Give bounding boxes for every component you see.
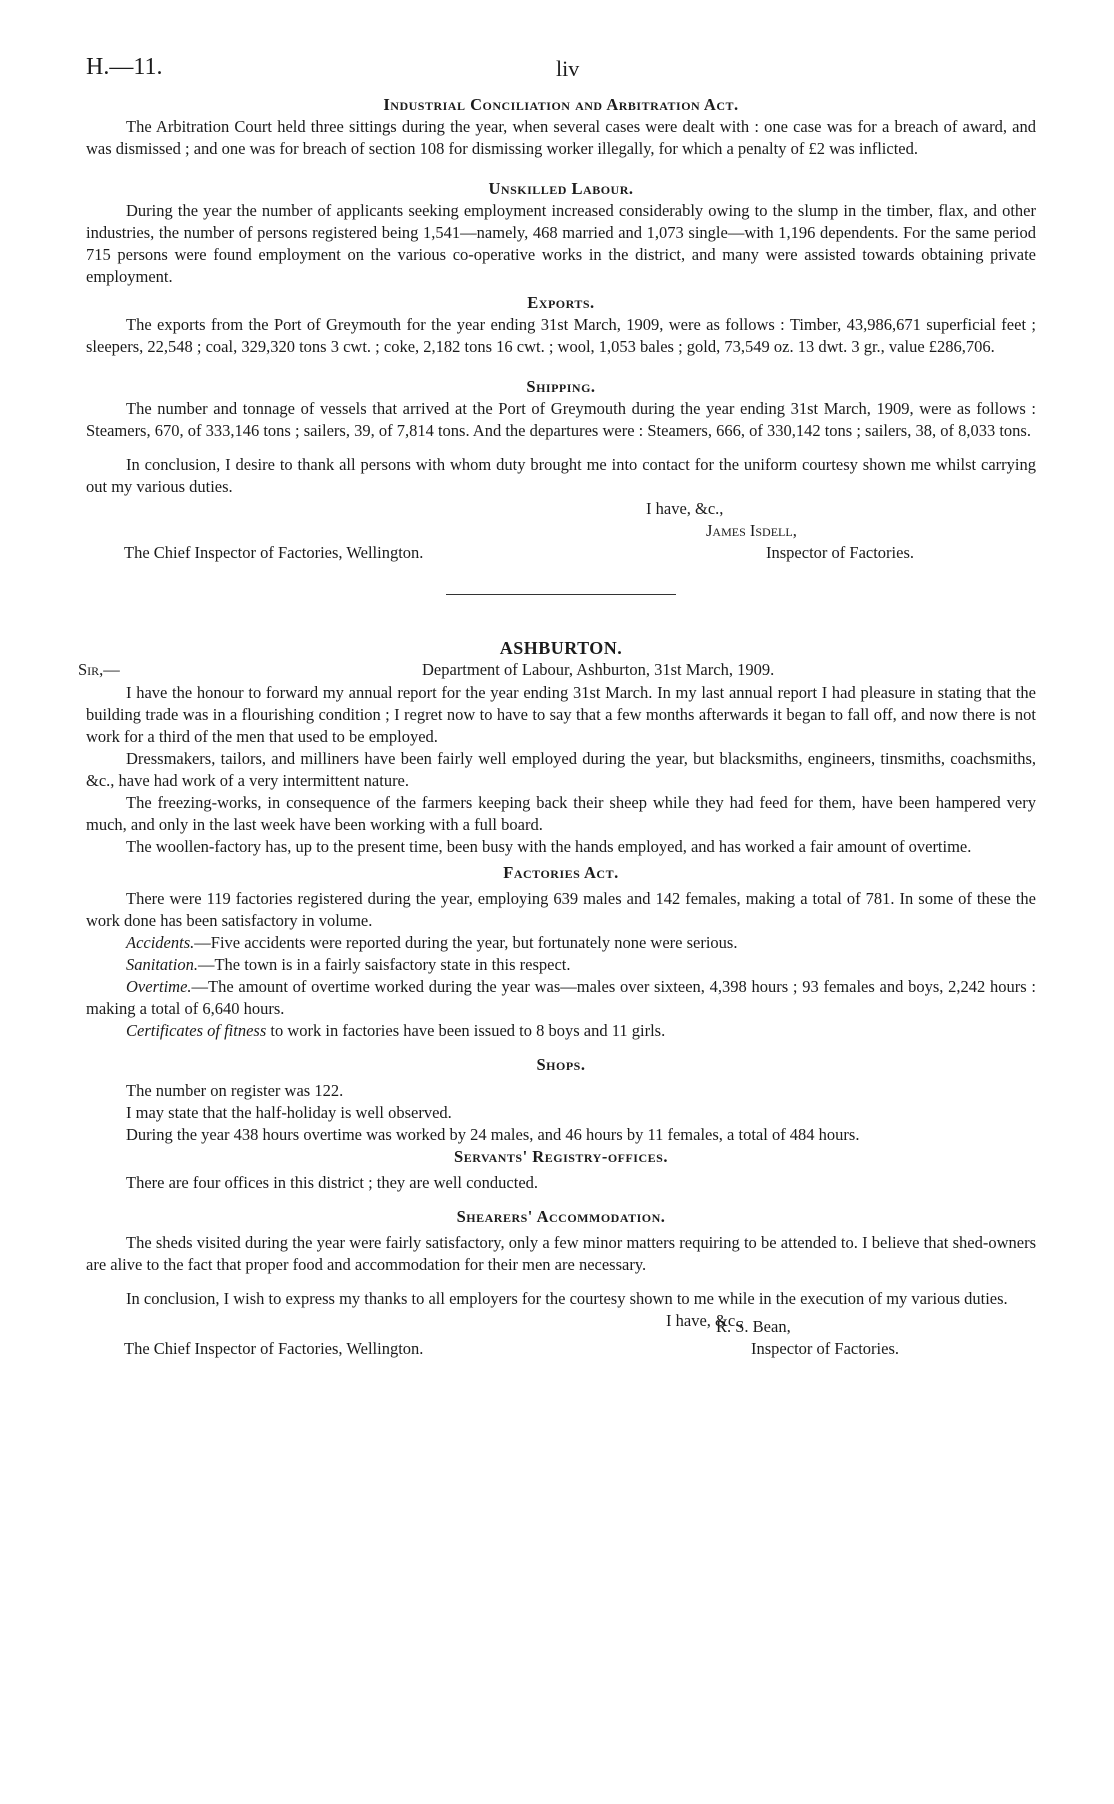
paragraph-ashburton-4: The woollen-factory has, up to the present time, been busy with the hands employed, and has worked a fair amount of overtime. <box>126 837 972 856</box>
signatory-name: James Isdell, <box>706 521 797 540</box>
paragraph-overtime <box>86 976 1036 1020</box>
dateline: Department of Labour, Ashburton, 31st March, 1909. <box>422 660 775 679</box>
paragraph-factories: There were 119 factories registered during the year, employing 639 males and 142 females, making a total of 781. In some of these the work done has been satisfactory in volume. <box>86 889 1036 930</box>
addressee-2: The Chief Inspector of Factories, Wellington. <box>124 1339 424 1358</box>
paragraph-shearers: The sheds visited during the year were fairly satisfactory, only a few minor matters requiring to be attended to. I believe that shed-owners are alive to the fact that proper food and accommodation for their men are necessary. <box>86 1233 1036 1274</box>
paragraph-accidents <box>86 932 1036 954</box>
certificates-text: to work in factories have been issued to 8 boys and 11 girls. <box>266 1021 666 1040</box>
signatory-title: Inspector of Factories. <box>766 543 914 562</box>
heading-icaa: Industrial Conciliation and Arbitration Act. <box>383 95 739 114</box>
closing-line: I have, &c., <box>646 499 724 518</box>
accidents-text: —Five accidents were reported during the year, but fortunately none were serious. <box>194 933 738 952</box>
signatory-name-2: R. S. Bean, <box>716 1317 791 1336</box>
signature-block-isdell <box>86 498 1036 564</box>
heading-shipping: Shipping. <box>526 377 596 396</box>
paragraph-unskilled-labour: During the year the number of applicants seeking employment increased considerably owing to the slump in the timber, flax, and other industries, the number of persons registered being 1,541—namely, 468 married and 1,073 single—with 1,196 dependents. For the same period 715 persons were found employment on the various co-operative works in the district, and many were assisted towards obtaining private employment. <box>86 201 1036 286</box>
heading-shearers-accommodation: Shearers' Accommodation. <box>456 1207 666 1226</box>
paragraph-ashburton-2: Dressmakers, tailors, and milliners have been fairly well employed during the year, but blacksmiths, engineers, tinsmiths, coachsmiths, &c., have had work of a very intermittent nature. <box>86 749 1036 790</box>
paragraph-servants: There are four offices in this district ; they are well conducted. <box>126 1173 539 1192</box>
heading-factories-act: Factories Act. <box>503 863 619 882</box>
paragraph-conclusion-ashburton: In conclusion, I wish to express my thanks to all employers for the courtesy shown to me while in the execution of my various duties. <box>126 1289 1008 1308</box>
sanitation-text: —The town is in a fairly saisfactory state in this respect. <box>197 955 571 974</box>
sanitation-label: Sanitation. <box>126 955 198 974</box>
document-page <box>78 54 1036 1360</box>
paragraph-icaa: The Arbitration Court held three sittings during the year, when several cases were dealt with : one case was for a breach of award, and was dismissed ; and one was for breach of section 108 for dismissing worker illegally, for which a penalty of £2 was inflicted. <box>86 117 1036 158</box>
overtime-text: —The amount of overtime worked during the year was—males over sixteen, 4,398 hours ; 93 females and boys, 2,242 hours : making a total of 6,640 hours. <box>86 977 1036 1018</box>
paragraph-shops-3: During the year 438 hours overtime was worked by 24 males, and 46 hours by 11 females, a total of 484 hours. <box>126 1125 860 1144</box>
signature-block-bean <box>86 1316 1036 1360</box>
paragraph-shops-1: The number on register was 122. <box>126 1081 344 1100</box>
signatory-title-2: Inspector of Factories. <box>751 1339 899 1358</box>
paragraph-exports: The exports from the Port of Greymouth for the year ending 31st March, 1909, were as follows : Timber, 43,986,671 superficial feet ; sleepers, 22,548 ; coal, 329,320 tons 3 cwt. ; coke, 2,182 tons 16 cwt. ; wool, 1,053 bales ; gold, 73,549 oz. 13 dwt. 3 gr., value £286,706. <box>86 315 1036 356</box>
overtime-label: Overtime. <box>126 977 192 996</box>
paragraph-conclusion-greymouth: In conclusion, I desire to thank all persons with whom duty brought me into contact for the uniform courtesy shown me whilst carrying out my various duties. <box>86 455 1036 496</box>
heading-unskilled-labour: Unskilled Labour. <box>488 179 634 198</box>
heading-exports: Exports. <box>527 293 595 312</box>
paragraph-certificates <box>86 1020 1036 1042</box>
addressee: The Chief Inspector of Factories, Wellington. <box>124 543 424 562</box>
accidents-label: Accidents. <box>126 933 195 952</box>
paragraph-shipping: The number and tonnage of vessels that arrived at the Port of Greymouth during the year ending 31st March, 1909, were as follows : Steamers, 670, of 333,146 tons ; sailers, 39, of 7,814 tons. And the departures were : Steamers, 666, of 330,142 tons ; sailers, 38, of 8,033 tons. <box>86 399 1036 440</box>
paragraph-ashburton-1: I have the honour to forward my annual report for the year ending 31st March. In my last annual report I had pleasure in stating that the building trade was in a flourishing condition ; I regret now to have to say that a few months afterwards it began to fall off, and now there is not work for a third of the men that used to be employed. <box>86 683 1036 746</box>
paragraph-ashburton-3: The freezing-works, in consequence of the farmers keeping back their sheep while they had feed for them, have been hampered very much, and only in the last week have been working with a full board. <box>86 793 1036 834</box>
heading-ashburton: ASHBURTON. <box>499 638 623 658</box>
paragraph-shops-2: I may state that the half-holiday is well observed. <box>126 1103 452 1122</box>
certificates-label: Certificates of fitness <box>126 1021 267 1040</box>
document-reference: H.—11. <box>86 54 163 80</box>
closing-line-2: I have, &c., <box>666 1311 744 1330</box>
paragraph-sanitation <box>86 954 1036 976</box>
heading-servants-registry: Servants' Registry-offices. <box>454 1147 668 1166</box>
page-number: liv <box>556 56 580 81</box>
heading-shops: Shops. <box>536 1055 586 1074</box>
page-header <box>86 54 1036 94</box>
salutation: Sir,— <box>78 660 120 679</box>
salutation-line <box>78 660 1036 682</box>
